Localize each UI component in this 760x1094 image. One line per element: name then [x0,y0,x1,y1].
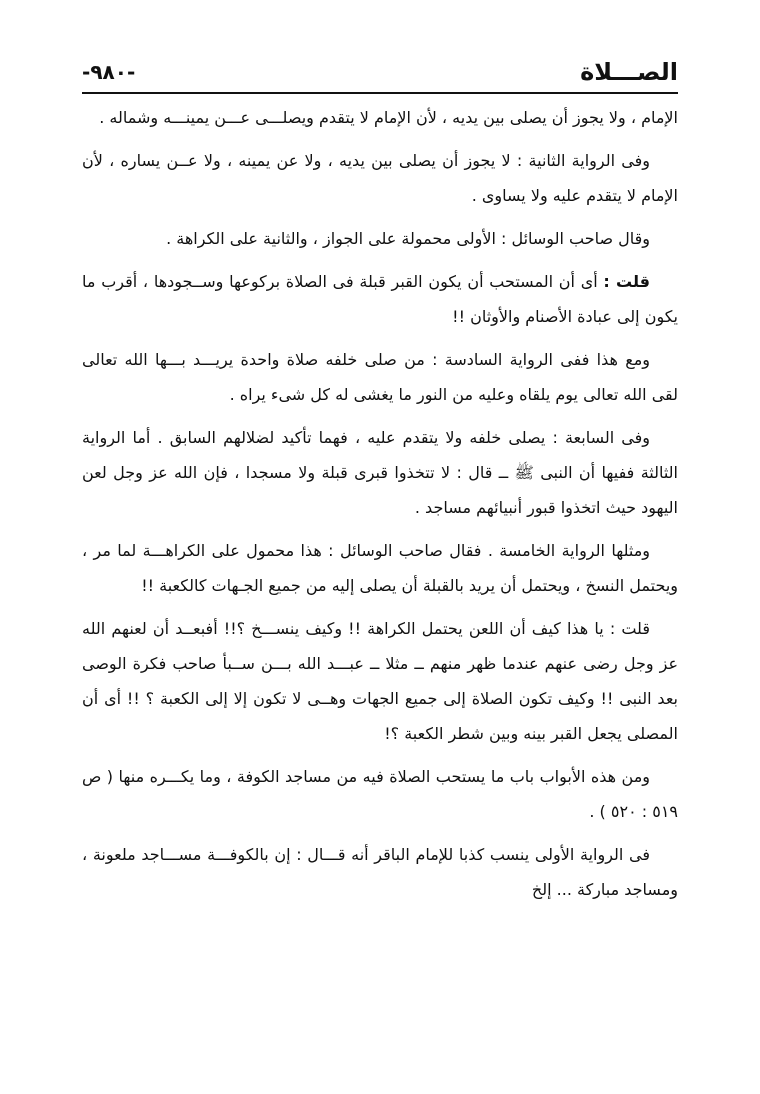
running-title: الصـــلاة [580,58,678,86]
paragraph-text: ومثلها الرواية الخامسة . فقال صاحب الوسائل : هذا محمول على الكراهـــة لما مر ، ويحتمل النسخ ، ويحتمل أن يريد بالقبلة أن يصلى إليه من جميع الجـهات كالكعبة !! [82,541,678,595]
paragraph-text: وفى الرواية الثانية : لا يجوز أن يصلى بين يديه ، ولا عن يمينه ، ولا عــن يساره ، لأن الإمام لا يتقدم عليه ولا يساوى . [82,151,678,205]
paragraph [82,342,678,412]
paragraph [82,837,678,907]
paragraph [82,533,678,603]
page-header [82,52,678,94]
paragraph-text: ومع هذا ففى الرواية السادسة : من صلى خلفه صلاة واحدة يريـــد بـــها الله تعالى لقى الله تعالى يوم يلقاه وعليه من النور ما يغشى له كل شىء يراه . [82,350,678,404]
paragraph-text: أى أن المستحب أن يكون القبر قبلة فى الصلاة بركوعها وســجودها ، أقرب ما يكون إلى عبادة الأصنام والأوثان !! [82,272,678,326]
paragraph [82,759,678,829]
body-text [82,100,678,915]
paragraph [82,143,678,213]
paragraph [82,264,678,334]
paragraph-text: وقال صاحب الوسائل : الأولى محمولة على الجواز ، والثانية على الكراهة . [166,229,650,248]
page-number: -٩٨٠- [82,60,136,84]
paragraph [82,100,678,135]
paragraph-text: ومن هذه الأبواب باب ما يستحب الصلاة فيه من مساجد الكوفة ، وما يكـــره منها ( ص ٥١٩ : ٥٢٠ ) . [82,767,678,821]
paragraph-text: فى الرواية الأولى ينسب كذبا للإمام الباقر أنه قـــال : إن بالكوفـــة مســـاجد ملعونة ، ومساجد مباركة ... إلخ [82,845,678,899]
paragraph-lead: قلت : [603,272,650,291]
paragraph-text: وفى السابعة : يصلى خلفه ولا يتقدم عليه ، فهما تأكيد لضلالهم السابق . أما الرواية الثالثة ففيها أن النبى ﷺ ــ قال : لا تتخذوا قبرى قبلة ولا مسجدا ، فإن الله عز وجل لعن اليهود حيث اتخذوا قبور أنبيائهم مساجد . [82,428,678,517]
paragraph [82,420,678,525]
paragraph-text: الإمام ، ولا يجوز أن يصلى بين يديه ، لأن الإمام لا يتقدم ويصلـــى عـــن يمينـــه وشماله . [99,108,678,127]
paragraph [82,611,678,751]
paragraph [82,221,678,256]
paragraph-text: قلت : يا هذا كيف أن اللعن يحتمل الكراهة !! وكيف ينســـخ ؟!! أفبعــد أن لعنهم الله عز وجل رضى عنهم عندما ظهر منهم ــ مثلا ــ عبـــد الله بـــن ســبأ صاحب فكرة الوصى بعد النبى !! وكيف تكون الصلاة إلى جميع الجهات وهــى لا تكون إلا إلى الكعبة ؟ !! أى أن المصلى يجعل القبر بينه وبين شطر الكعبة ؟! [82,619,678,743]
